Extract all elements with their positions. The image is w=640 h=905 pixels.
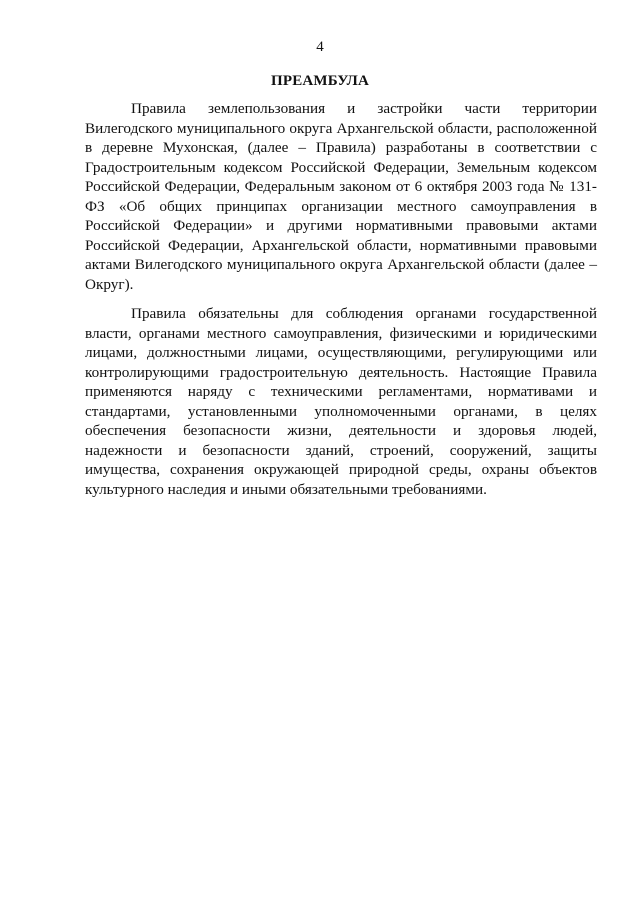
page-number: 4	[316, 39, 324, 55]
paragraph-2: Правила обязательны для соблюдения органами государственной власти, органами местного самоуправления, физическими и юридическими лицами, должностными лицами, осуществляющими, регулирующими или контролирующими градостроительную деятельность. Настоящие Правила применяются наряду с техническими регламентами, нормативами и стандартами, установленными уполномоченными органами, в целях обеспечения безопасности жизни, деятельности и здоровья людей, надежности и безопасности зданий, строений, сооружений, защиты имущества, сохранения окружающей природной среды, охраны объектов культурного наследия и иными обязательными требованиями.	[85, 305, 597, 498]
section-heading: ПРЕАМБУЛА	[270, 73, 370, 89]
paragraph-1: Правила землепользования и застройки части территории Вилегодского муниципального округа Архангельской области, расположенной в деревне Мухонская, (далее – Правила) разработаны в соответствии с Градостроительным кодексом Российской Федерации, Земельным кодексом Российской Федерации, Федеральным законом от 6 октября 2003 года № 131-ФЗ «Об общих принципах организации местного самоуправления в Российской Федерации» и другими нормативными правовыми актами Российской Федерации, Архангельской области, нормативными правовыми актами Вилегодского муниципального округа Архангельской области (далее – Округ).	[85, 100, 597, 293]
document-body	[85, 99, 597, 509]
